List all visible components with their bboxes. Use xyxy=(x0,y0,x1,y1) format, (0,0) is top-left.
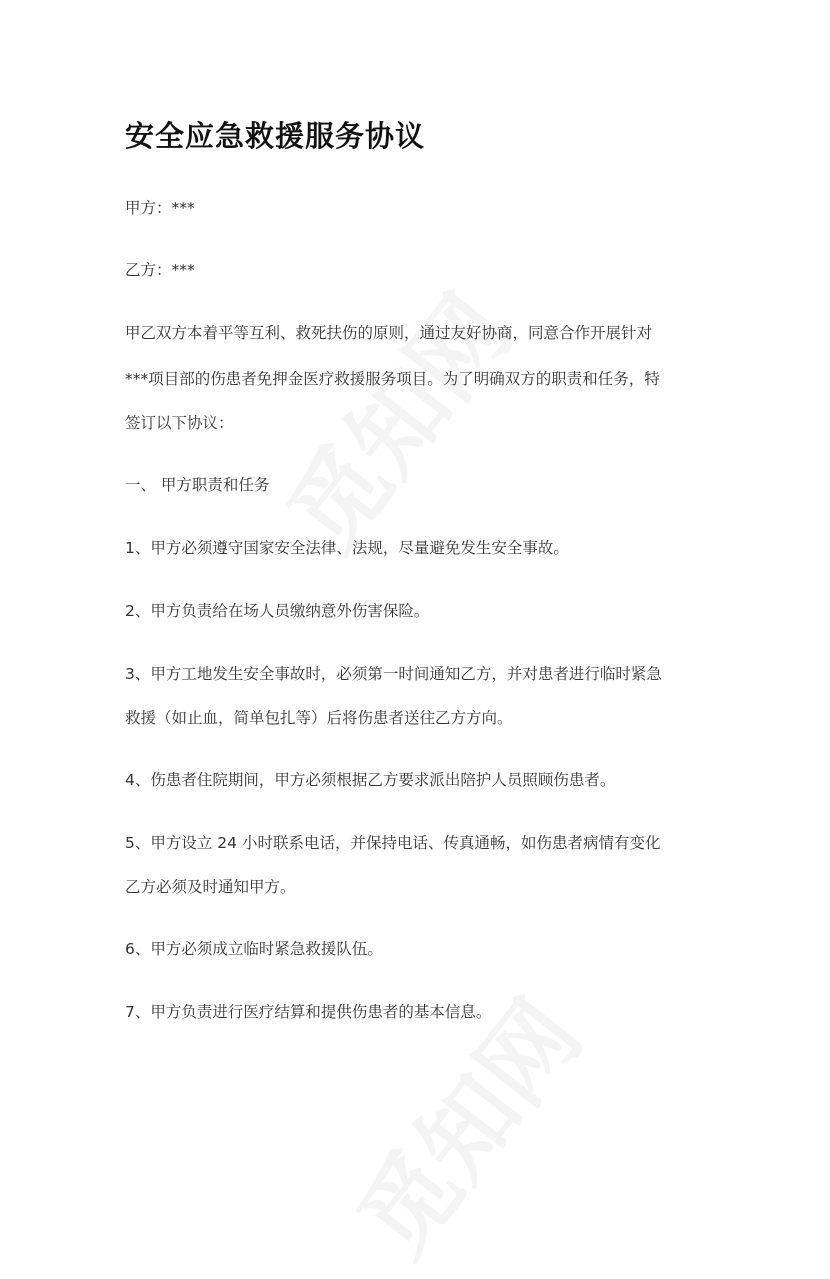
intro-line: ***项目部的伤患者免押金医疗救援服务项目。为了明确双方的职责和任务，特 xyxy=(125,370,660,388)
party-a-line: 甲方：*** xyxy=(125,199,195,217)
list-item: 7、甲方负责进行医疗结算和提供伤患者的基本信息。 xyxy=(125,1003,492,1021)
list-item: 3、甲方工地发生安全事故时，必须第一时间通知乙方，并对患者进行临时紧急 xyxy=(125,665,662,683)
party-b-line: 乙方：*** xyxy=(125,261,195,279)
list-item: 乙方必须及时通知甲方。 xyxy=(125,878,296,896)
list-item: 2、甲方负责给在场人员缴纳意外伤害保险。 xyxy=(125,602,430,620)
list-item: 5、甲方设立 24 小时联系电话，并保持电话、传真通畅，如伤患者病情有变化 xyxy=(125,834,661,852)
section-heading: 一、 甲方职责和任务 xyxy=(125,476,270,494)
intro-line: 签订以下协议： xyxy=(125,414,234,432)
document-title: 安全应急救援服务协议 xyxy=(125,119,426,153)
list-item: 6、甲方必须成立临时紧急救援队伍。 xyxy=(125,940,383,958)
list-item: 4、伤患者住院期间，甲方必须根据乙方要求派出陪护人员照顾伤患者。 xyxy=(125,771,616,789)
list-item: 1、甲方必须遵守国家安全法律、法规，尽量避免发生安全事故。 xyxy=(125,539,569,557)
list-item: 救援（如止血，简单包扎等）后将伤患者送往乙方方向。 xyxy=(125,709,513,727)
intro-line: 甲乙双方本着平等互利、救死扶伤的原则，通过友好协商，同意合作开展针对 xyxy=(125,324,653,342)
